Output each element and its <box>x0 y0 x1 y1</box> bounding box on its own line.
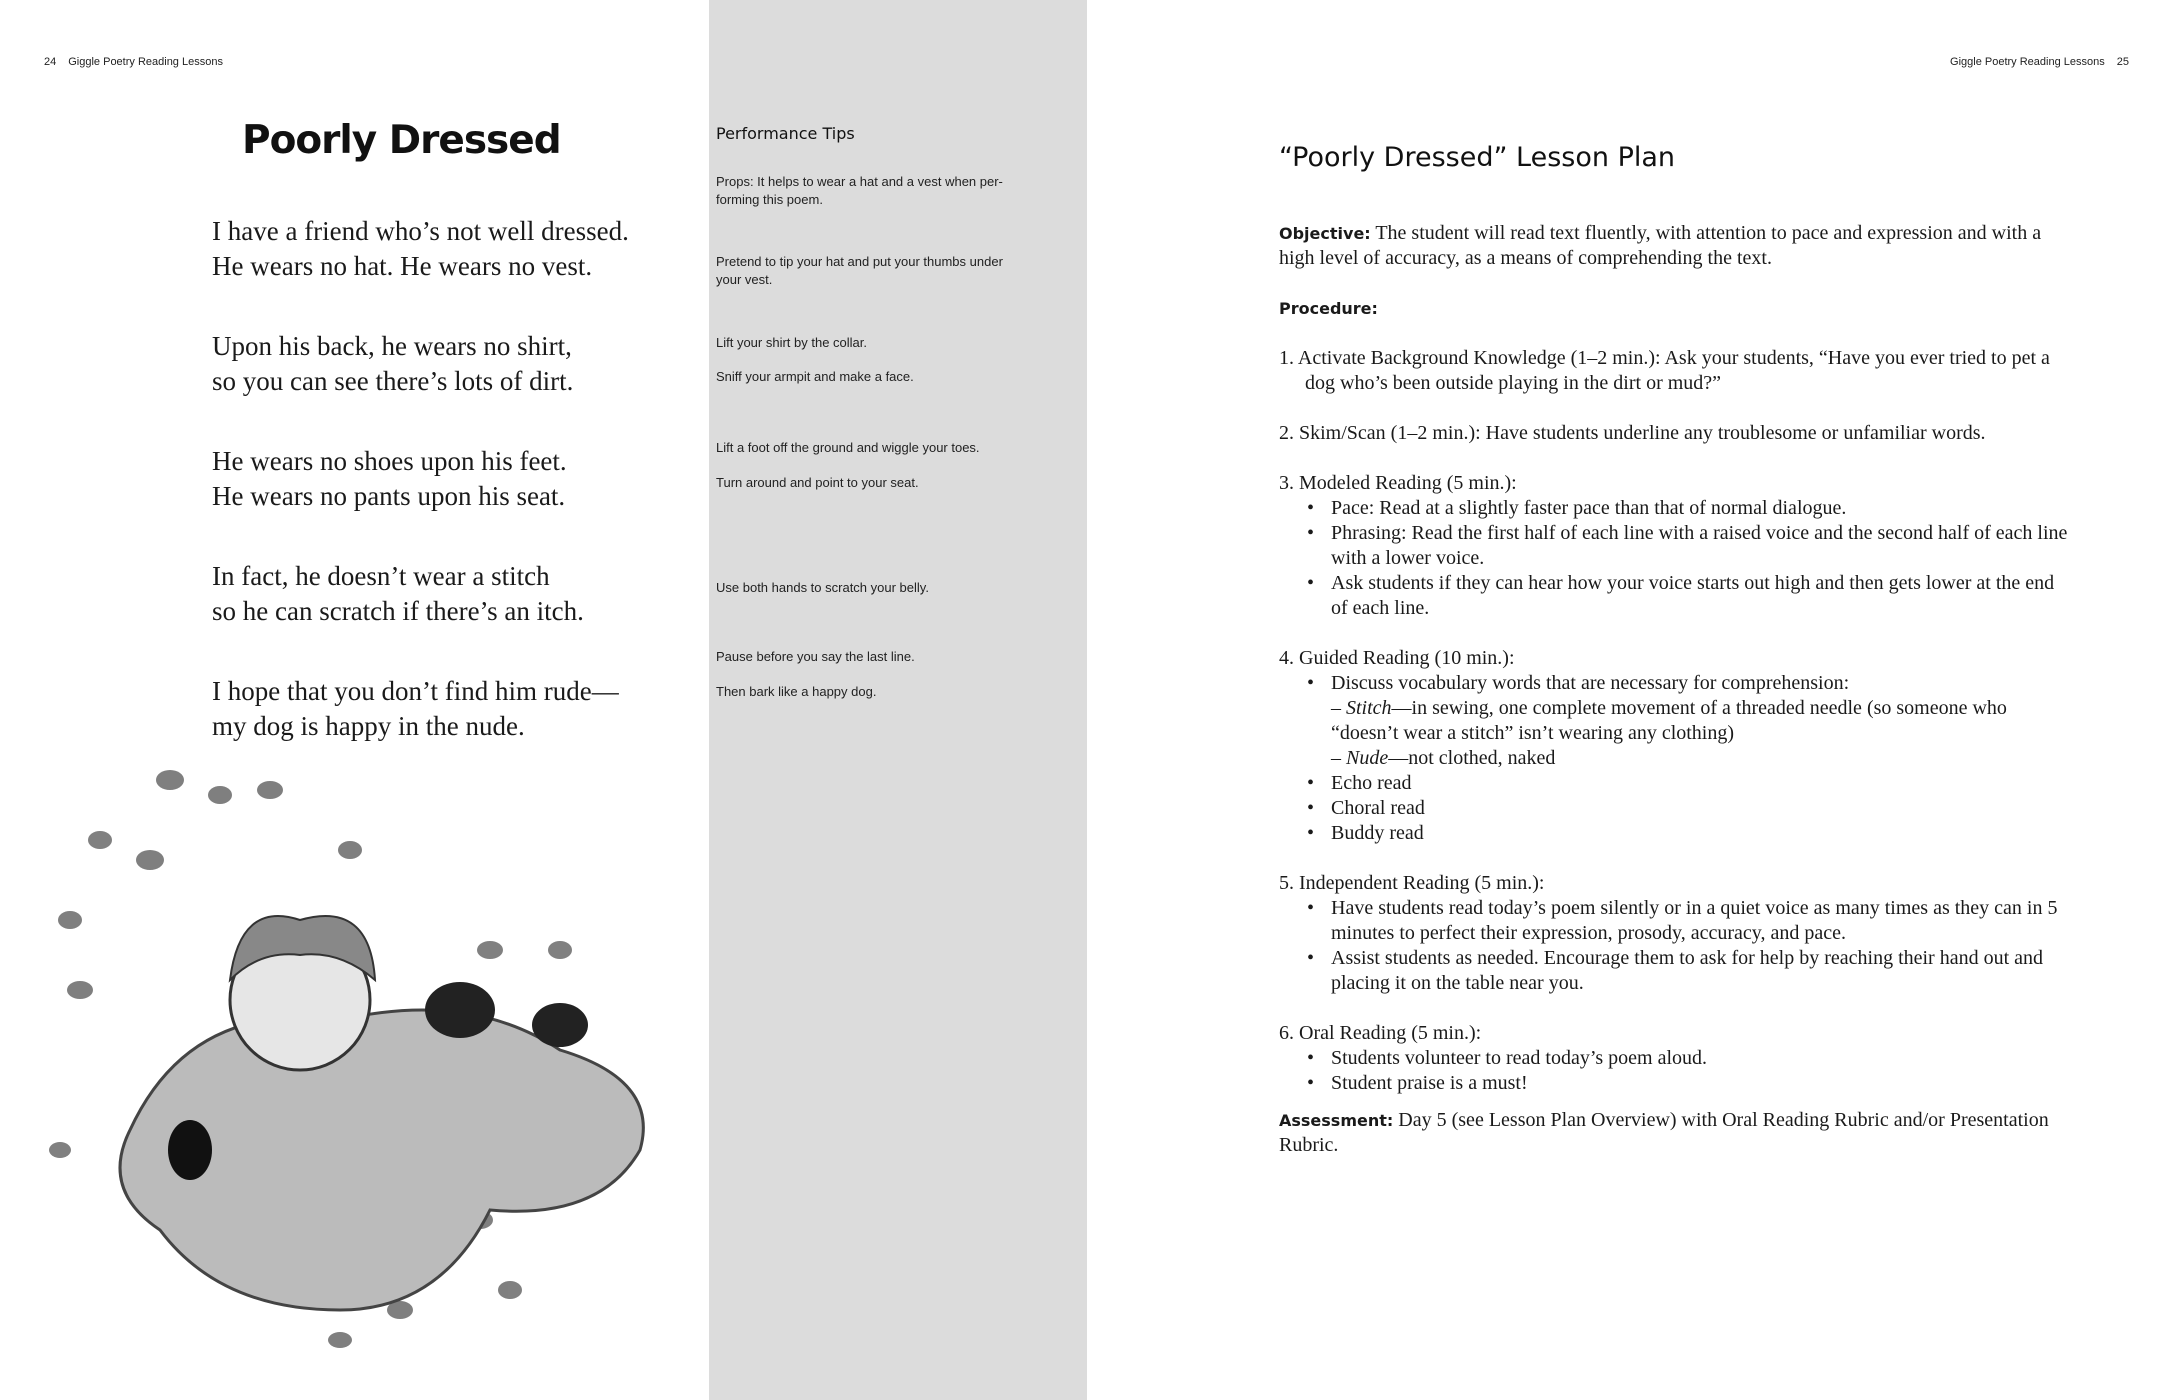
objective <box>1279 221 2069 271</box>
dog-paw <box>168 1120 212 1180</box>
bullet: • Buddy read <box>1279 821 2069 846</box>
poem-line: He wears no shoes upon his feet. <box>212 446 567 476</box>
bullet: • Students volunteer to read today’s poem aloud. <box>1279 1046 2069 1071</box>
left-running-header <box>44 56 223 68</box>
stanza <box>212 214 629 284</box>
vocab-stitch: – Stitch—in sewing, one complete movement of a threaded needle (so someone who “doesn’t wear a stitch” isn’t wearing any clothing) <box>1331 697 2007 744</box>
stanza <box>212 559 629 629</box>
book-title: Giggle Poetry Reading Lessons <box>68 56 223 68</box>
bullet: • Pace: Read at a slightly faster pace than that of normal dialogue. <box>1279 496 2069 521</box>
poem-line: I hope that you don’t find him rude— <box>212 676 619 706</box>
bullet: • Choral read <box>1279 796 2069 821</box>
procedure-step <box>1279 421 2069 446</box>
procedure-step <box>1279 646 2069 846</box>
tip: Props: It helps to wear a hat and a vest when per- <box>716 174 1003 189</box>
procedure-step <box>1279 346 2069 396</box>
performance-tips-heading: Performance Tips <box>716 124 855 143</box>
assessment-label: Assessment: <box>1279 1111 1394 1130</box>
stanza <box>212 329 629 399</box>
step-text: 4. Guided Reading (10 min.): <box>1279 647 1515 669</box>
bullet: • Student praise is a must! <box>1279 1071 2069 1096</box>
poem-line: He wears no hat. He wears no vest. <box>212 251 593 281</box>
stanza <box>212 674 629 744</box>
procedure-step <box>1279 471 2069 621</box>
poem-line: Upon his back, he wears no shirt, <box>212 331 572 361</box>
bullet: • Assist students as needed. Encourage them to ask for help by reaching their hand out and placing it on the table near you. <box>1279 946 2069 996</box>
poem-line: He wears no pants upon his seat. <box>212 481 566 511</box>
bullet: • Ask students if they can hear how your voice starts out high and then gets lower at the end of each line. <box>1279 571 2069 621</box>
step-text: 6. Oral Reading (5 min.): <box>1279 1022 1482 1044</box>
book-title: Giggle Poetry Reading Lessons <box>1950 56 2105 68</box>
poem-line: so you can see there’s lots of dirt. <box>212 366 574 396</box>
procedure-step <box>1279 1021 2069 1096</box>
tip: Use both hands to scratch your belly. <box>716 580 929 595</box>
tip: Pretend to tip your hat and put your thumbs under <box>716 254 1003 269</box>
right-running-header <box>1950 56 2129 68</box>
dog-paw <box>425 982 495 1038</box>
bullet: • Echo read <box>1279 771 2069 796</box>
tip: Sniff your armpit and make a face. <box>716 369 914 384</box>
page-number: 25 <box>2116 56 2129 68</box>
tip: Then bark like a happy dog. <box>716 684 877 699</box>
vocab-word: Stitch <box>1346 697 1392 719</box>
step-text: 5. Independent Reading (5 min.): <box>1279 872 1545 894</box>
bullet: • Phrasing: Read the first half of each line with a raised voice and the second half of each line with a lower voice. <box>1279 521 2069 571</box>
poem-line: In fact, he doesn’t wear a stitch <box>212 561 550 591</box>
vocab-definition: —in sewing, one complete movement of a threaded needle (so someone who “doesn’t wear a stitch” isn’t wearing any clothing) <box>1331 697 2007 744</box>
step-text: 1. Activate Background Knowledge (1–2 min.): Ask your students, “Have you ever tried to pet a dog who’s been outside playing in the dirt or mud?” <box>1279 347 2050 394</box>
procedure-step <box>1279 871 2069 996</box>
bullet: • Discuss vocabulary words that are necessary for comprehension: <box>1279 671 2069 696</box>
vocab-word: Nude <box>1346 747 1389 769</box>
page-number: 24 <box>44 56 57 68</box>
procedure-label: Procedure: <box>1279 299 1378 318</box>
assessment <box>1279 1108 2069 1158</box>
lesson-plan-body <box>1279 221 2069 1183</box>
tip: Turn around and point to your seat. <box>716 475 919 490</box>
vocab-nude: – Nude—not clothed, naked <box>1331 747 1556 769</box>
tip: your vest. <box>716 272 773 287</box>
boy-and-dog-illustration <box>40 750 710 1370</box>
vocab-definition: —not clothed, naked <box>1388 747 1556 769</box>
poem-line: so he can scratch if there’s an itch. <box>212 596 584 626</box>
objective-label: Objective: <box>1279 224 1371 243</box>
tip: forming this poem. <box>716 192 823 207</box>
poem-line: I have a friend who’s not well dressed. <box>212 216 629 246</box>
assessment-text: Day 5 (see Lesson Plan Overview) with Oral Reading Rubric and/or Presentation Rubric. <box>1279 1109 2049 1156</box>
objective-text: The student will read text fluently, with attention to pace and expression and with a high level of accuracy, as a means of comprehending the text. <box>1279 222 2042 269</box>
dog-paw <box>532 1003 588 1047</box>
poem-body <box>212 214 629 789</box>
lesson-plan-title: “Poorly Dressed” Lesson Plan <box>1279 142 1676 173</box>
poem-title: Poorly Dressed <box>242 118 561 163</box>
tip: Lift your shirt by the collar. <box>716 335 868 350</box>
tip: Lift a foot off the ground and wiggle your toes. <box>716 440 980 455</box>
tip: Pause before you say the last line. <box>716 649 915 664</box>
poem-line: my dog is happy in the nude. <box>212 711 525 741</box>
step-text: 2. Skim/Scan (1–2 min.): Have students underline any troublesome or unfamiliar words. <box>1279 422 1986 444</box>
bullet: • Have students read today’s poem silently or in a quiet voice as many times as they can in 5 minutes to perfect their expression, prosody, accuracy, and pace. <box>1279 896 2069 946</box>
stanza <box>212 444 629 514</box>
step-text: 3. Modeled Reading (5 min.): <box>1279 472 1517 494</box>
